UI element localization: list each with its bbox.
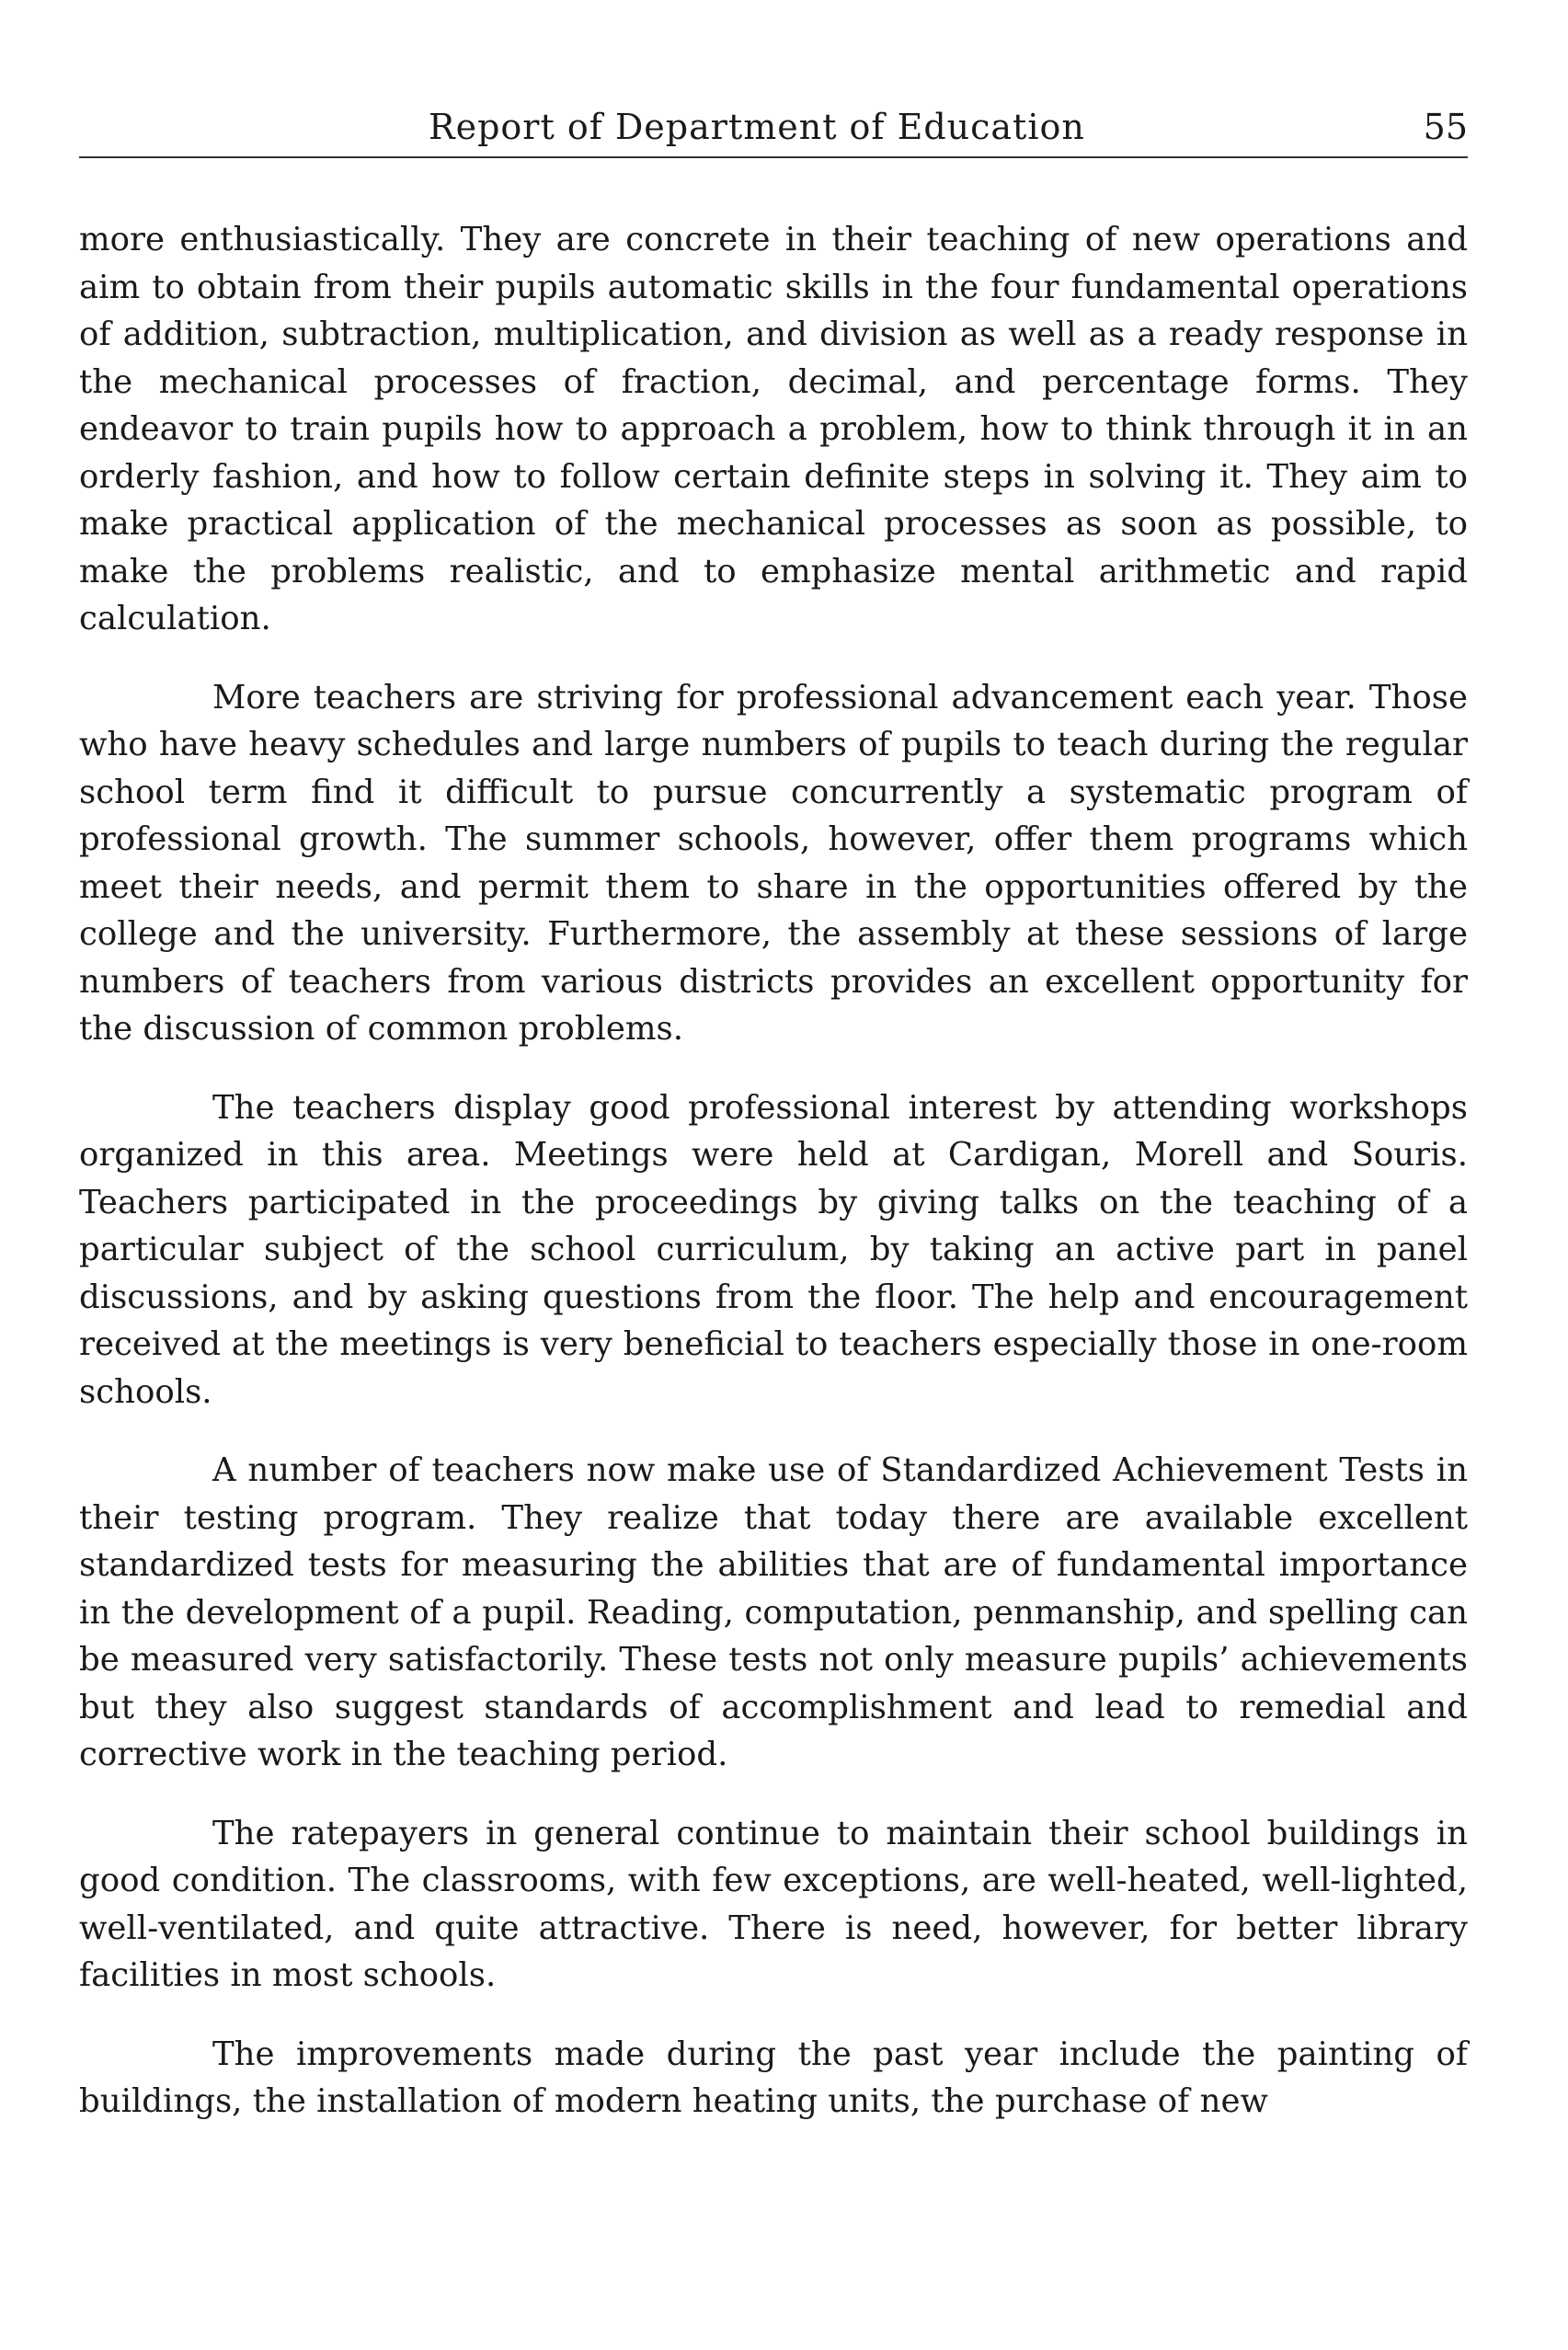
- paragraph-improvements: The improvements made during the past year include the painting of buildings, the installation of modern heating units, the purchase of new: [79, 2035, 1468, 2120]
- body-text: [79, 216, 1468, 2157]
- paragraph-workshops: The teachers display good professional interest by attending workshops organized in this area. Meetings were held at Cardigan, Morell and Souris. Teachers participated in the proceedings by giving talks on the teaching of a particular subject of the school curriculum, by taking an active part in panel discussions, and by asking questions from the floor. The help and encouragement received at the meetings is very beneficial to teachers especially those in one-room schools.: [79, 1088, 1468, 1411]
- paragraph-professional-advancement: More teachers are striving for professional advancement each year. Those who have heavy schedules and large numbers of pupils to teach during the regular school term find it difficult to pursue concurrently a systematic program of professional growth. The summer schools, however, offer them programs which meet their needs, and permit them to share in the opportunities offered by the college and the university. Furthermore, the assembly at these sessions of large numbers of teachers from various districts provides an excellent opportunity for the discussion of common problems.: [79, 678, 1468, 1048]
- running-title: Report of Department of Education: [429, 107, 1085, 147]
- paragraph-continuation: more enthusiastically. They are concrete in their teaching of new operations and aim to obtain from their pupils automatic skills in the four fundamental operations of addition, subtraction, multiplication, and division as well as a ready response in the mechanical processes of fraction, decimal, and percentage forms. They endeavor to train pupils how to approach a problem, how to think through it in an orderly fashion, and how to follow certain definite steps in solving it. They aim to make practical application of the mechanical processes as soon as possible, to make the problems realistic, and to emphasize mental arithmetic and rapid calculation.: [79, 221, 1468, 637]
- paragraph-school-buildings: The ratepayers in general continue to maintain their school buildings in good condition. The classrooms, with few exceptions, are well-heated, well-lighted, well-ventilated, and quite attractive. There is need, however, for better library facilities in most schools.: [79, 1814, 1468, 1994]
- paragraph-standardized-tests: A number of teachers now make use of Standardized Achievement Tests in their testing program. They realize that today there are available excellent standardized tests for measuring the abilities that are of fundamental importance in the development of a pupil. Reading, computation, penmanship, and spelling can be measured very satisfactorily. These tests not only measure pupils’ achievements but they also suggest standards of accomplishment and lead to remedial and corrective work in the teaching period.: [79, 1451, 1468, 1773]
- page-number: 55: [1423, 107, 1468, 147]
- running-header: [79, 101, 1468, 158]
